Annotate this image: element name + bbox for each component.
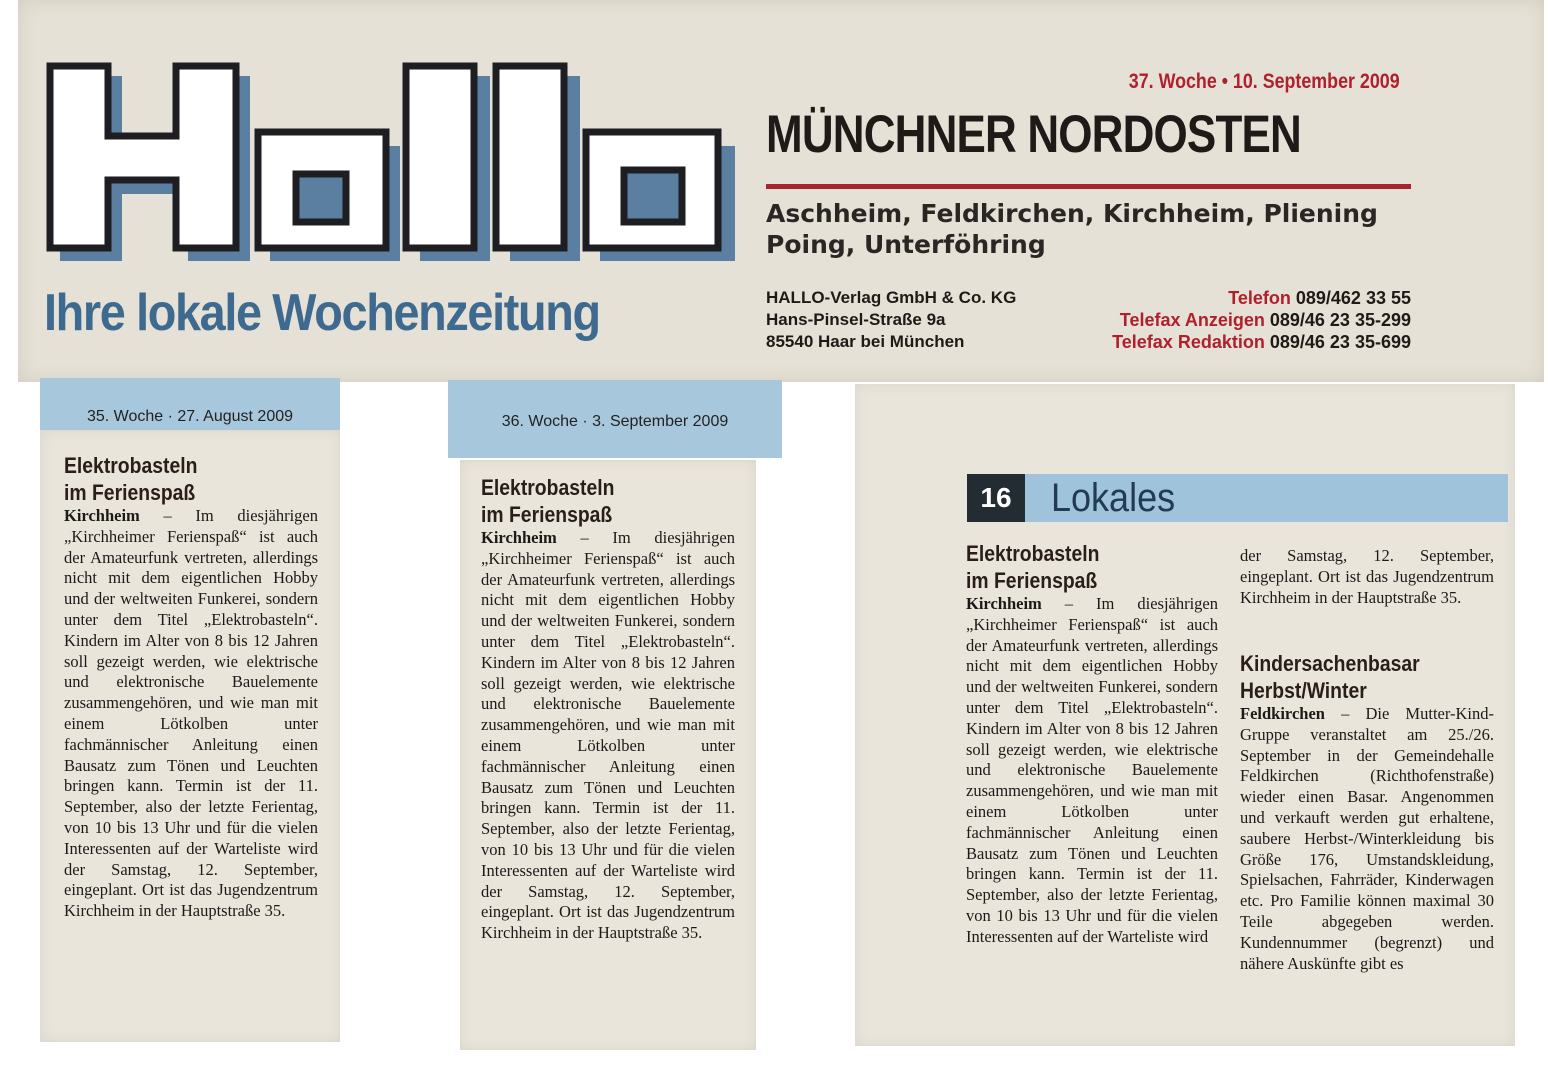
towns-line: Aschheim, Feldkirchen, Kirchheim, Pliening xyxy=(766,199,1378,228)
article-headline xyxy=(966,540,1188,594)
article-body-continued: der Samstag, 12. September, eingeplant. Ort ist das Jugendzentrum Kirchheim in der Hauptstraße 35. xyxy=(1240,546,1494,607)
contact-label: Telefax Redaktion xyxy=(1112,332,1265,352)
clip1-article xyxy=(64,452,318,922)
publisher-address xyxy=(766,287,1016,353)
article-dateline: Kirchheim xyxy=(64,506,140,525)
headline-line: Elektrobasteln xyxy=(966,541,1100,566)
article-text: – Im diesjährigen „Kirchheimer Ferienspaß“ ist auch der Amateurfunk vertreten, allerdings nicht mit dem eigentlichen Hobby und der weltweiten Funkerei, sondern unter dem Titel „Elektrobasteln“. Kindern im Alter von 8 bis 12 Jahren soll gezeigt werden, wie elektrische und elektronische Bauelemente zusammengehören, und wie man mit einem Lötkolben unter fachmännischer Anleitung einen Bausatz zum Tönen und Leuchten bringen kann. Termin ist der 11. September, also der letzte Ferientag, von 10 bis 13 Uhr und für die vielen Interessenten auf der Warteliste wird der Samstag, 12. September, eingeplant. Ort ist das Jugendzentrum Kirchheim in der Hauptstraße 35. xyxy=(64,506,318,921)
contact-line xyxy=(1112,331,1411,353)
hallo-logo xyxy=(46,62,736,277)
contact-label: Telefax Anzeigen xyxy=(1119,310,1265,330)
contact-number: 089/46 23 35-699 xyxy=(1269,332,1411,352)
contact-line xyxy=(1112,309,1411,331)
towns-line: Poing, Unterföhring xyxy=(766,230,1046,259)
clip3-article1-col1 xyxy=(966,540,1218,948)
clip3-article2 xyxy=(1240,650,1494,974)
article-body xyxy=(966,594,1218,948)
article-text: – Im diesjährigen „Kirchheimer Ferienspaß“ ist auch der Amateurfunk vertreten, allerdings nicht mit dem eigentlichen Hobby und der weltweiten Funkerei, sondern unter dem Titel „Elektrobasteln“. Kindern im Alter von 8 bis 12 Jahren soll gezeigt werden, wie elektrische und elektronische Bauelemente zusammengehören, und wie man mit einem Lötkolben unter fachmännischer Anleitung einen Bausatz zum Tönen und Leuchten bringen kann. Termin ist der 11. September, also der letzte Ferientag, von 10 bis 13 Uhr und für die vielen Interessenten auf der Warteliste wird xyxy=(966,594,1218,946)
article-body xyxy=(1240,704,1494,974)
article-dateline: Kirchheim xyxy=(966,594,1042,613)
section-title: Lokales xyxy=(1051,476,1176,520)
article-text: – Im diesjährigen „Kirchheimer Ferienspaß“ ist auch der Amateurfunk vertreten, allerdings nicht mit dem eigentlichen Hobby und der weltweiten Funkerei, sondern unter dem Titel „Elektrobasteln“. Kindern im Alter von 8 bis 12 Jahren soll gezeigt werden, wie elektrische und elektronische Bauelemente zusammengehören, und wie man mit einem Lötkolben unter fachmännischer Anleitung einen Bausatz zum Tönen und Leuchten bringen kann. Termin ist der 11. September, also der letzte Ferientag, von 10 bis 13 Uhr und für die vielen Interessenten auf der Warteliste wird der Samstag, 12. September, eingeplant. Ort ist das Jugendzentrum Kirchheim in der Hauptstraße 35. xyxy=(481,528,735,943)
contact-label: Telefon xyxy=(1228,288,1291,308)
publisher-street: Hans-Pinsel-Straße 9a xyxy=(766,310,946,329)
clip2-article xyxy=(481,474,735,944)
section-header xyxy=(967,474,1508,522)
article-body xyxy=(64,506,318,922)
towns-list xyxy=(766,198,1416,260)
headline-line: im Ferienspaß xyxy=(481,502,613,527)
headline-line: im Ferienspaß xyxy=(966,568,1098,593)
article-headline xyxy=(1240,650,1464,704)
article-text: – Die Mutter-Kind-Gruppe veranstaltet am 25./26. September in der Gemeindehalle Feldkirchen (Richthofenstraße) wieder einen Basar. Angenommen und verkauft werden gut erhaltene, saubere Herbst-/Winterkleidung bis Größe 176, Umstandskleidung, Spielsachen, Fahrräder, Kinderwagen etc. Pro Familie können maximal 30 Teile abgegeben werden. Kundennummer (begrenzt) und nähere Auskünfte gibt es xyxy=(1240,704,1494,973)
headline-line: im Ferienspaß xyxy=(64,480,196,505)
article-dateline: Kirchheim xyxy=(481,528,557,547)
page-number: 16 xyxy=(967,474,1025,522)
headline-line: Kindersachenbasar xyxy=(1240,651,1420,676)
contact-line xyxy=(1112,287,1411,309)
divider-rule xyxy=(766,184,1411,189)
headline-line: Elektrobasteln xyxy=(481,475,615,500)
article-headline xyxy=(481,474,705,528)
publisher-city: 85540 Haar bei München xyxy=(766,332,965,351)
contact-numbers xyxy=(1112,287,1411,353)
issue-date: 37. Woche • 10. September 2009 xyxy=(1129,70,1400,93)
clip3-article1-col2 xyxy=(1240,546,1494,608)
contact-number: 089/462 33 55 xyxy=(1295,288,1411,308)
article-dateline: Feldkirchen xyxy=(1240,704,1325,723)
publisher-name: HALLO-Verlag GmbH & Co. KG xyxy=(766,288,1017,307)
clip1-date: 35. Woche · 27. August 2009 xyxy=(86,408,294,425)
article-body xyxy=(481,528,735,944)
clip2-date-strip xyxy=(448,380,782,458)
article-headline xyxy=(64,452,288,506)
contact-number: 089/46 23 35-299 xyxy=(1269,310,1411,330)
region-title: MÜNCHNER NORDOSTEN xyxy=(766,105,1301,164)
clip1-date-strip xyxy=(40,378,340,430)
headline-line: Herbst/Winter xyxy=(1240,678,1367,703)
clip2-date: 36. Woche · 3. September 2009 xyxy=(501,413,729,430)
tagline: Ihre lokale Wochenzeitung xyxy=(44,284,600,342)
headline-line: Elektrobasteln xyxy=(64,453,198,478)
